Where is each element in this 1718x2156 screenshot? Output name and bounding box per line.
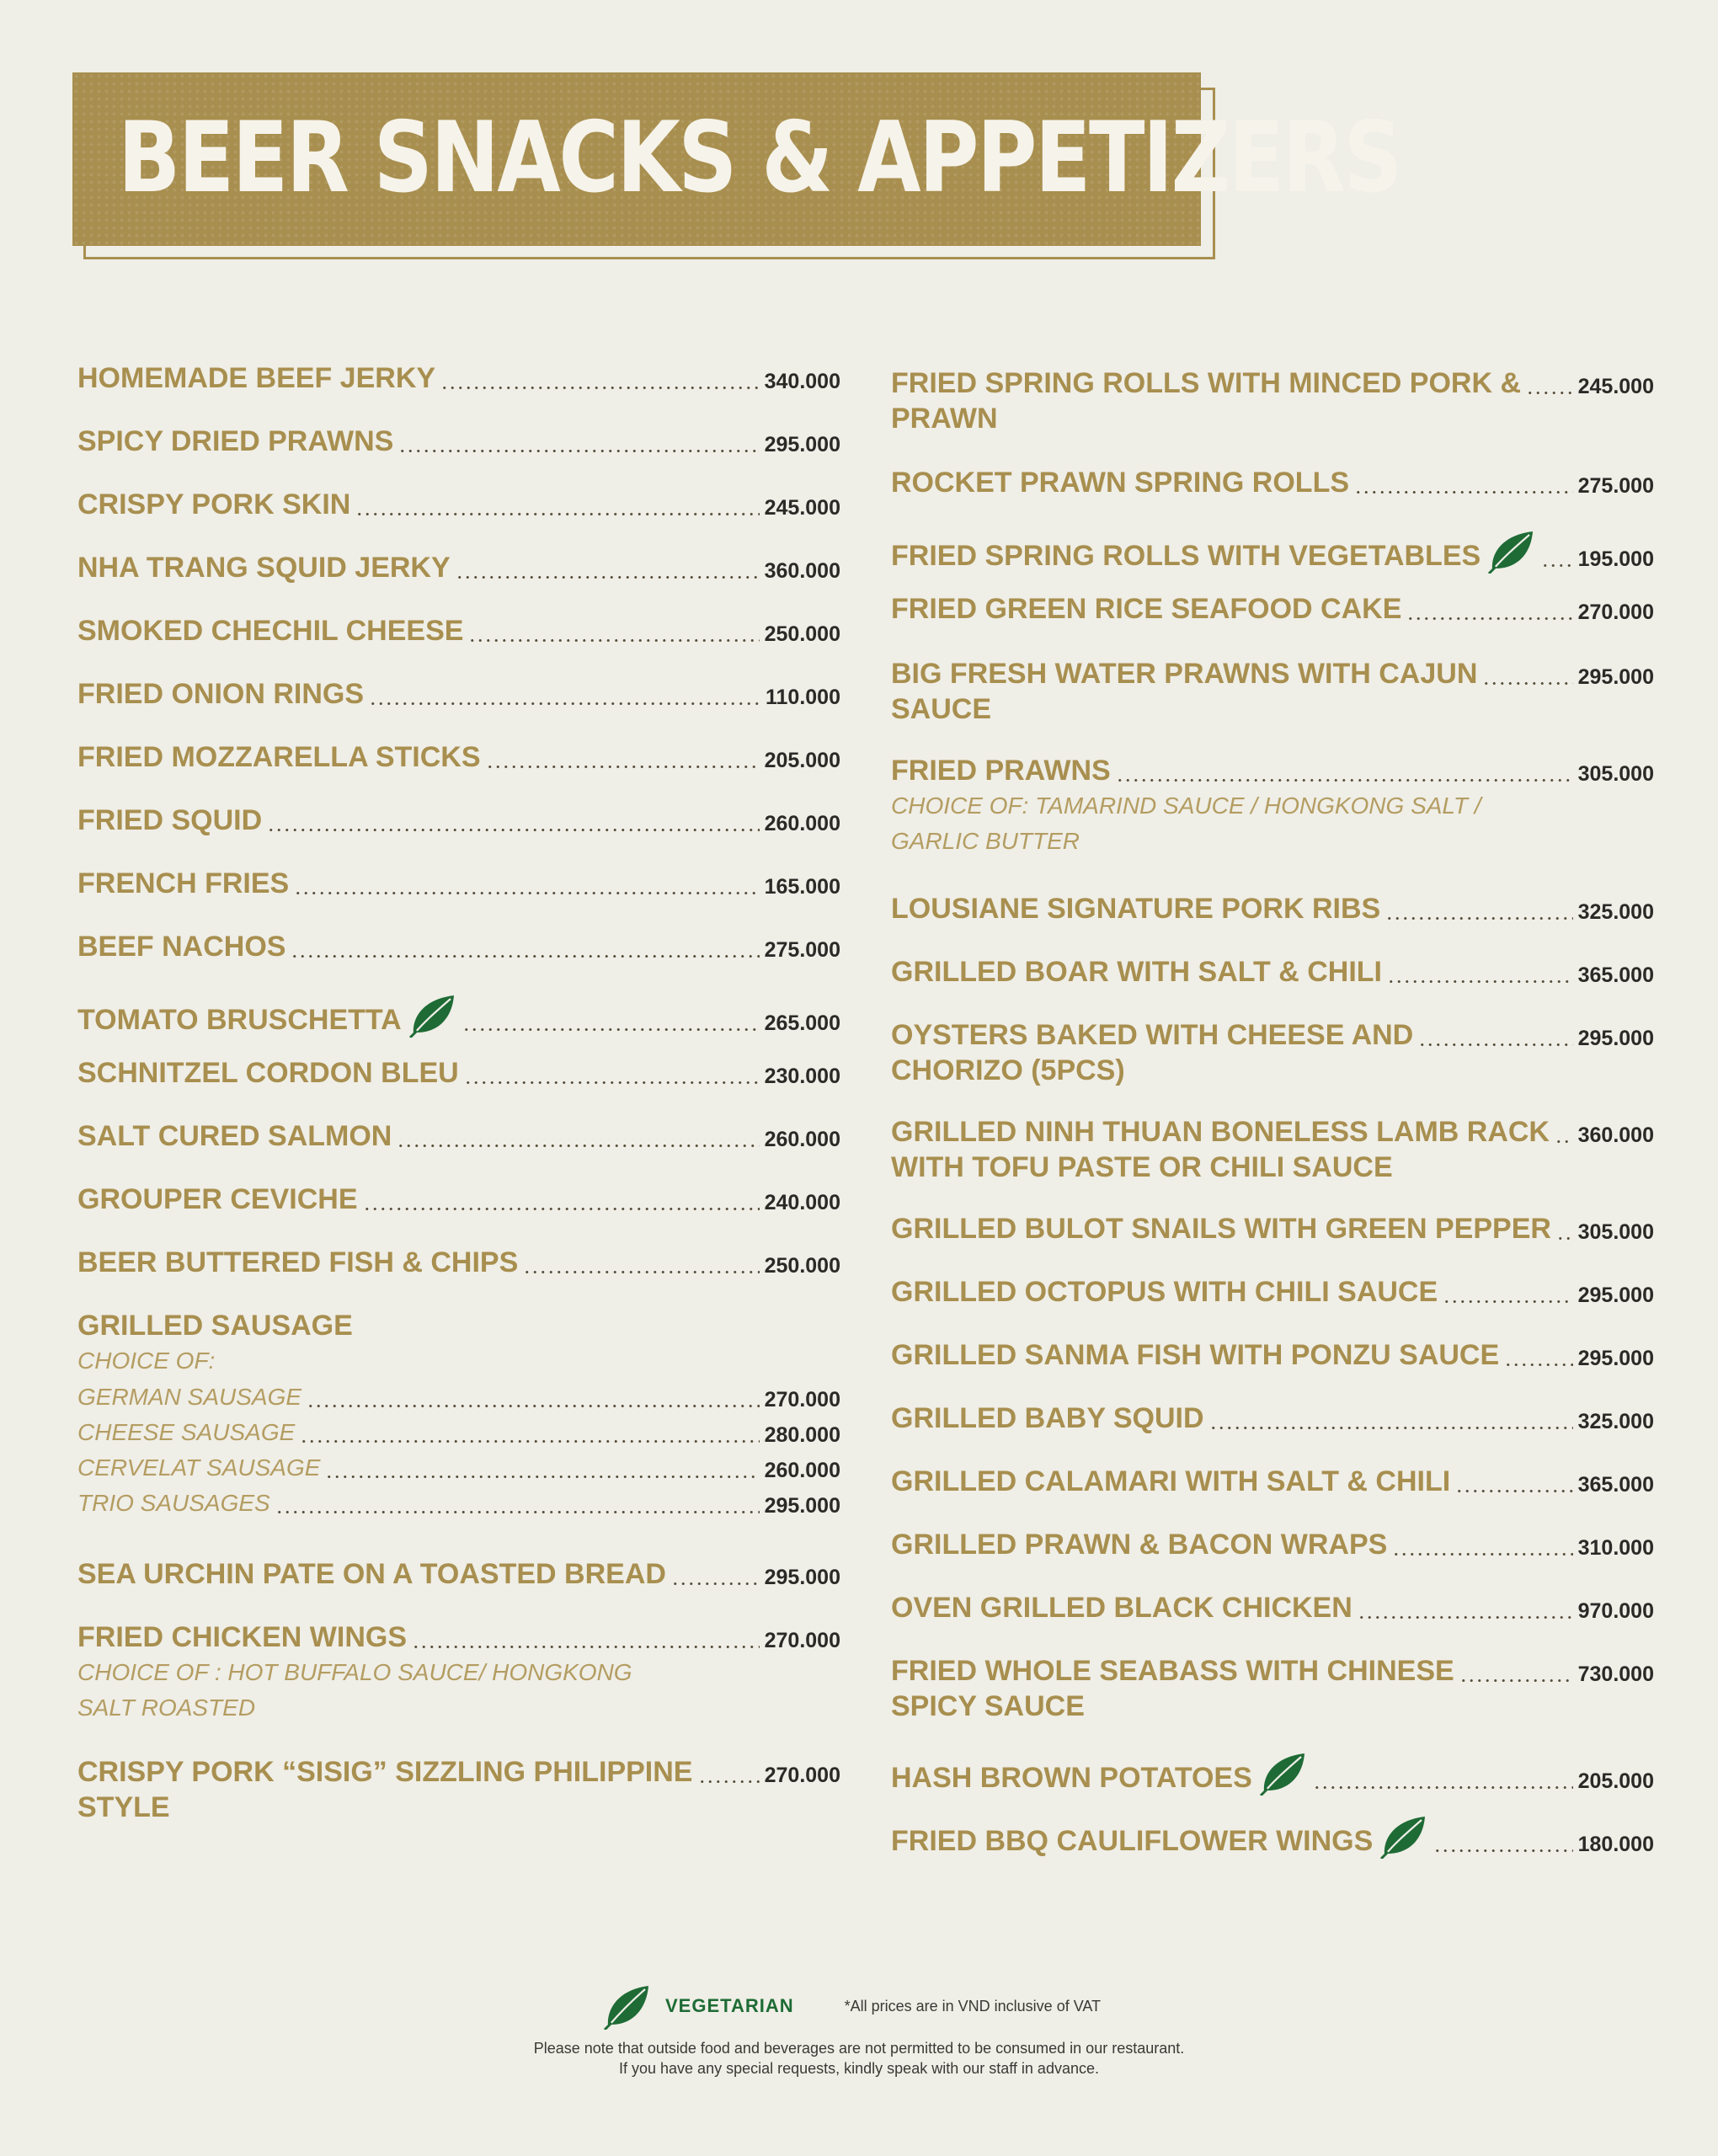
menu-item xyxy=(891,1750,1654,1796)
menu-item xyxy=(891,1017,1654,1088)
item-name: GRILLED CALAMARI WITH SALT & CHILI xyxy=(891,1465,1451,1497)
item-price: 295.000 xyxy=(764,1566,840,1589)
menu-item xyxy=(891,591,1654,627)
dot-leader xyxy=(1459,1679,1573,1682)
dot-leader xyxy=(300,1440,759,1443)
item-name: GRILLED OCTOPUS WITH CHILI SAUCE xyxy=(891,1276,1438,1308)
page-title: BEER SNACKS & APPETIZERS xyxy=(118,101,1401,215)
dot-leader xyxy=(698,1780,760,1783)
dot-leader xyxy=(1406,617,1572,620)
item-name-line-2: SPICY SAUCE xyxy=(891,1690,1085,1722)
item-name: FRIED BBQ CAULIFLOWER WINGS xyxy=(891,1825,1374,1857)
item-price: 305.000 xyxy=(1577,762,1654,786)
sausage-option xyxy=(77,1486,840,1520)
item-price: 295.000 xyxy=(764,433,840,456)
menu-item-row xyxy=(77,1182,840,1217)
menu-item-row xyxy=(891,1211,1654,1246)
item-price: 365.000 xyxy=(1577,963,1654,987)
dot-leader xyxy=(456,576,760,579)
menu-item-row xyxy=(891,1464,1654,1499)
menu-item-row xyxy=(891,528,1654,574)
menu-item-row xyxy=(891,656,1654,691)
dot-leader xyxy=(291,955,759,958)
menu-item xyxy=(891,1527,1654,1562)
item-price: 275.000 xyxy=(764,938,840,962)
menu-item-row xyxy=(77,360,840,396)
menu-item xyxy=(77,739,840,775)
option-name: GERMAN SAUSAGE xyxy=(77,1384,302,1410)
sausage-option xyxy=(77,1451,840,1485)
item-price: 310.000 xyxy=(1577,1536,1654,1560)
menu-item-row xyxy=(77,1245,840,1280)
item-price: 270.000 xyxy=(1577,600,1654,624)
item-name-line-2: PRAWN xyxy=(891,403,998,435)
menu-item xyxy=(77,676,840,712)
item-name: FRIED CHICKEN WINGS xyxy=(77,1621,407,1653)
item-note: CHOICE OF: TAMARIND SAUCE / HONGKONG SALT / xyxy=(891,792,1481,819)
item-name: GRILLED SANMA FISH WITH PONZU SAUCE xyxy=(891,1339,1500,1371)
option-name: CERVELAT SAUSAGE xyxy=(77,1454,321,1481)
dot-leader xyxy=(1433,1849,1572,1852)
menu-item xyxy=(77,1118,840,1154)
leaf-icon xyxy=(601,1983,652,2030)
item-name: GRILLED BABY SQUID xyxy=(891,1402,1204,1434)
item-name: GRILLED SAUSAGE xyxy=(77,1310,353,1342)
item-price: 110.000 xyxy=(766,686,840,709)
item-price: 270.000 xyxy=(764,1764,840,1787)
menu-item-row xyxy=(891,1114,1654,1150)
item-price: 270.000 xyxy=(764,1629,840,1652)
menu-item xyxy=(891,1401,1654,1436)
item-name: ROCKET PRAWN SPRING ROLLS xyxy=(891,467,1350,499)
item-name-line-2: CHORIZO (5PCS) xyxy=(891,1054,1125,1086)
banner-plate xyxy=(72,72,1401,246)
item-name: FRIED GREEN RICE SEAFOOD CAKE xyxy=(891,593,1402,625)
footer-notice xyxy=(0,2038,1718,2079)
dot-leader xyxy=(369,702,760,705)
item-note: GARLIC BUTTER xyxy=(891,828,1080,854)
item-price: 165.000 xyxy=(764,875,840,899)
menu-item xyxy=(891,656,1654,727)
vegetarian-leaf-icon xyxy=(407,992,457,1038)
menu-item-row xyxy=(891,954,1654,990)
menu-item xyxy=(77,992,840,1038)
menu-item-row xyxy=(891,591,1654,627)
item-name: FRIED SPRING ROLLS WITH VEGETABLES xyxy=(891,540,1481,572)
menu-item xyxy=(891,954,1654,990)
title-banner xyxy=(72,72,1401,261)
vegetarian-leaf-icon xyxy=(1257,1750,1308,1796)
menu-item-row xyxy=(77,929,840,964)
dot-leader xyxy=(398,450,759,452)
dot-leader xyxy=(1418,1043,1572,1046)
item-name: BEEF NACHOS xyxy=(77,931,286,963)
menu-item-row xyxy=(77,1055,840,1091)
item-price: 195.000 xyxy=(1577,547,1654,571)
item-name: HOMEMADE BEEF JERKY xyxy=(77,362,436,394)
item-price: 240.000 xyxy=(764,1191,840,1214)
menu-item-row xyxy=(891,1527,1654,1562)
dot-leader xyxy=(464,1081,760,1084)
menu-item-row xyxy=(891,1750,1654,1796)
item-name: CRISPY PORK “SISIG” SIZZLING PHILIPPINE xyxy=(77,1756,693,1788)
dot-leader xyxy=(1313,1786,1573,1789)
item-price: 325.000 xyxy=(1577,1410,1654,1433)
item-name: GRILLED BULOT SNAILS WITH GREEN PEPPER xyxy=(891,1213,1551,1245)
menu-item xyxy=(77,1182,840,1217)
item-price: 360.000 xyxy=(764,559,840,583)
option-price: 270.000 xyxy=(764,1388,840,1412)
item-price: 730.000 xyxy=(1577,1662,1654,1686)
item-name: GRILLED BOAR WITH SALT & CHILI xyxy=(891,956,1382,988)
vegetarian-leaf-icon xyxy=(1486,528,1536,574)
menu-item-row xyxy=(891,465,1654,500)
item-name: SCHNITZEL CORDON BLEU xyxy=(77,1057,459,1089)
menu-item-row xyxy=(891,1017,1654,1053)
menu-item xyxy=(891,528,1654,574)
menu-item xyxy=(891,465,1654,500)
dot-leader xyxy=(468,639,759,642)
item-price: 205.000 xyxy=(1577,1769,1654,1793)
option-price: 260.000 xyxy=(764,1459,840,1482)
item-price: 245.000 xyxy=(764,496,840,520)
item-price: 360.000 xyxy=(1577,1123,1654,1147)
item-price: 250.000 xyxy=(764,1254,840,1278)
item-name-line-2: STYLE xyxy=(77,1791,170,1823)
option-name: TRIO SAUSAGES xyxy=(77,1490,270,1516)
menu-item-row xyxy=(891,1274,1654,1310)
item-price: 340.000 xyxy=(764,370,840,393)
menu-item xyxy=(77,1556,840,1592)
item-name: HASH BROWN POTATOES xyxy=(891,1762,1252,1794)
dot-leader xyxy=(267,829,760,831)
menu-item-row xyxy=(77,1754,840,1790)
menu-item-row xyxy=(77,803,840,838)
menu-item xyxy=(77,550,840,585)
menu-item-row xyxy=(77,1118,840,1154)
menu-item xyxy=(891,1337,1654,1373)
menu-item-row xyxy=(891,1590,1654,1625)
dot-leader xyxy=(462,1028,760,1031)
dot-leader xyxy=(1455,1490,1572,1492)
vegetarian-label: VEGETARIAN xyxy=(665,1995,794,2016)
menu-item-row xyxy=(77,550,840,585)
option-name: CHEESE SAUSAGE xyxy=(77,1419,296,1445)
item-name: SPICY DRIED PRAWNS xyxy=(77,425,394,457)
item-price: 260.000 xyxy=(764,1128,840,1151)
item-name: GRILLED PRAWN & BACON WRAPS xyxy=(891,1529,1388,1561)
menu-item xyxy=(891,366,1654,436)
item-price: 305.000 xyxy=(1577,1220,1654,1244)
item-name-line-2: SAUCE xyxy=(891,693,992,725)
vegetarian-legend xyxy=(601,1983,1101,2030)
item-name: GRILLED NINH THUAN BONELESS LAMB RACK xyxy=(891,1116,1550,1148)
dot-leader xyxy=(1541,564,1572,567)
dot-leader xyxy=(1387,980,1573,983)
menu-item xyxy=(891,1464,1654,1499)
footer-line-2: If you have any special requests, kindly speak with our staff in advance. xyxy=(619,2060,1099,2077)
dot-leader xyxy=(486,766,760,768)
menu-item xyxy=(77,929,840,964)
price-note: *All prices are in VND inclusive of VAT xyxy=(844,1997,1102,2015)
menu-item-row xyxy=(891,1653,1654,1689)
item-name-line-2: WITH TOFU PASTE OR CHILI SAUCE xyxy=(891,1151,1393,1183)
item-name: OYSTERS BAKED WITH CHEESE AND xyxy=(891,1019,1414,1051)
item-name: FRIED WHOLE SEABASS WITH CHINESE xyxy=(891,1655,1454,1687)
item-name: CRISPY PORK SKIN xyxy=(77,488,351,520)
dot-leader xyxy=(1526,392,1573,394)
option-price: 280.000 xyxy=(764,1423,840,1447)
menu-item xyxy=(891,1274,1654,1310)
item-name: FRIED ONION RINGS xyxy=(77,678,365,710)
item-name: GROUPER CEVICHE xyxy=(77,1183,358,1215)
menu-item xyxy=(77,1055,840,1091)
menu-item-row xyxy=(77,1620,840,1655)
menu-item xyxy=(77,487,840,522)
menu-item xyxy=(891,753,1654,859)
menu-item xyxy=(77,1754,840,1825)
menu-item-row xyxy=(77,739,840,775)
item-price: 295.000 xyxy=(1577,1027,1654,1050)
item-name: NHA TRANG SQUID JERKY xyxy=(77,552,451,584)
item-note: CHOICE OF: xyxy=(77,1348,216,1374)
menu-item-row xyxy=(891,753,1654,788)
item-price: 295.000 xyxy=(1577,665,1654,689)
dot-leader xyxy=(1443,1300,1572,1303)
vegetarian-leaf-icon xyxy=(1378,1813,1428,1859)
menu-item xyxy=(891,1653,1654,1724)
menu-item xyxy=(77,866,840,901)
dot-leader xyxy=(1354,491,1573,494)
item-price: 365.000 xyxy=(1577,1473,1654,1497)
item-price: 230.000 xyxy=(764,1065,840,1088)
dot-leader xyxy=(440,387,760,389)
option-price: 295.000 xyxy=(764,1494,840,1518)
menu-item-row xyxy=(77,866,840,901)
dot-leader xyxy=(1392,1553,1572,1556)
footer-line-1: Please note that outside food and beverages are not permitted to be consumed in our restaurant. xyxy=(533,2040,1185,2057)
menu-item-grilled-sausage xyxy=(77,1308,840,1520)
item-price: 970.000 xyxy=(1577,1599,1654,1623)
item-price: 295.000 xyxy=(1577,1347,1654,1370)
menu-item xyxy=(77,1620,840,1726)
dot-leader xyxy=(1385,917,1572,920)
menu-item xyxy=(891,1590,1654,1625)
menu-item xyxy=(77,424,840,459)
menu-item xyxy=(77,360,840,396)
item-name: FRENCH FRIES xyxy=(77,867,290,899)
menu-item xyxy=(77,1245,840,1280)
dot-leader xyxy=(1556,1237,1573,1240)
item-note: CHOICE OF : HOT BUFFALO SAUCE/ HONGKONG xyxy=(77,1659,632,1685)
item-name: TOMATO BRUSCHETTA xyxy=(77,1004,402,1036)
menu-item-row xyxy=(77,424,840,459)
menu-item xyxy=(891,891,1654,926)
menu-item-row xyxy=(77,487,840,522)
menu-item-row xyxy=(77,676,840,712)
menu-item xyxy=(891,1813,1654,1859)
dot-leader xyxy=(1482,682,1572,685)
dot-leader xyxy=(294,892,759,894)
item-price: 260.000 xyxy=(764,812,840,835)
item-name: FRIED SQUID xyxy=(77,804,263,836)
menu-item xyxy=(77,613,840,648)
dot-leader xyxy=(1358,1616,1573,1619)
dot-leader xyxy=(397,1145,759,1147)
dot-leader xyxy=(1555,1140,1573,1143)
item-name: SEA URCHIN PATE ON A TOASTED BREAD xyxy=(77,1558,666,1590)
sausage-option xyxy=(77,1416,840,1449)
dot-leader xyxy=(275,1511,760,1513)
dot-leader xyxy=(523,1271,759,1273)
menu-item-row xyxy=(891,1401,1654,1436)
item-name: SMOKED CHECHIL CHEESE xyxy=(77,615,464,647)
item-price: 295.000 xyxy=(1577,1283,1654,1307)
item-name: BEER BUTTERED FISH & CHIPS xyxy=(77,1246,519,1278)
item-name: SALT CURED SALMON xyxy=(77,1120,392,1152)
dot-leader xyxy=(1504,1364,1572,1366)
dot-leader xyxy=(671,1582,760,1585)
item-price: 180.000 xyxy=(1577,1833,1654,1856)
menu-item-row xyxy=(891,1337,1654,1373)
menu-item-row xyxy=(77,1556,840,1592)
menu-item xyxy=(891,1114,1654,1185)
menu-item-row xyxy=(77,613,840,648)
menu-item-row xyxy=(891,1813,1654,1859)
item-note: SALT ROASTED xyxy=(77,1694,256,1721)
item-name: LOUSIANE SIGNATURE PORK RIBS xyxy=(891,893,1381,925)
item-price: 265.000 xyxy=(764,1011,840,1035)
menu-item-row xyxy=(77,992,840,1038)
menu-item xyxy=(891,1211,1654,1246)
item-name: FRIED SPRING ROLLS WITH MINCED PORK & xyxy=(891,367,1521,399)
item-price: 250.000 xyxy=(764,622,840,646)
dot-leader xyxy=(412,1646,760,1648)
item-price: 325.000 xyxy=(1577,900,1654,924)
menu-item-row xyxy=(891,891,1654,926)
item-price: 275.000 xyxy=(1577,474,1654,498)
item-price: 245.000 xyxy=(1577,375,1654,398)
menu-item-row xyxy=(891,366,1654,401)
item-name: FRIED MOZZARELLA STICKS xyxy=(77,741,481,773)
sausage-option xyxy=(77,1380,840,1414)
item-name: OVEN GRILLED BLACK CHICKEN xyxy=(891,1592,1353,1624)
dot-leader xyxy=(363,1208,760,1210)
item-name: BIG FRESH WATER PRAWNS WITH CAJUN xyxy=(891,658,1478,690)
menu-item xyxy=(77,803,840,838)
dot-leader xyxy=(325,1476,759,1478)
dot-leader xyxy=(1209,1427,1573,1429)
dot-leader xyxy=(1116,779,1573,782)
dot-leader xyxy=(307,1405,760,1407)
item-name: FRIED PRAWNS xyxy=(891,755,1111,787)
dot-leader xyxy=(355,513,759,515)
item-price: 205.000 xyxy=(764,749,840,772)
